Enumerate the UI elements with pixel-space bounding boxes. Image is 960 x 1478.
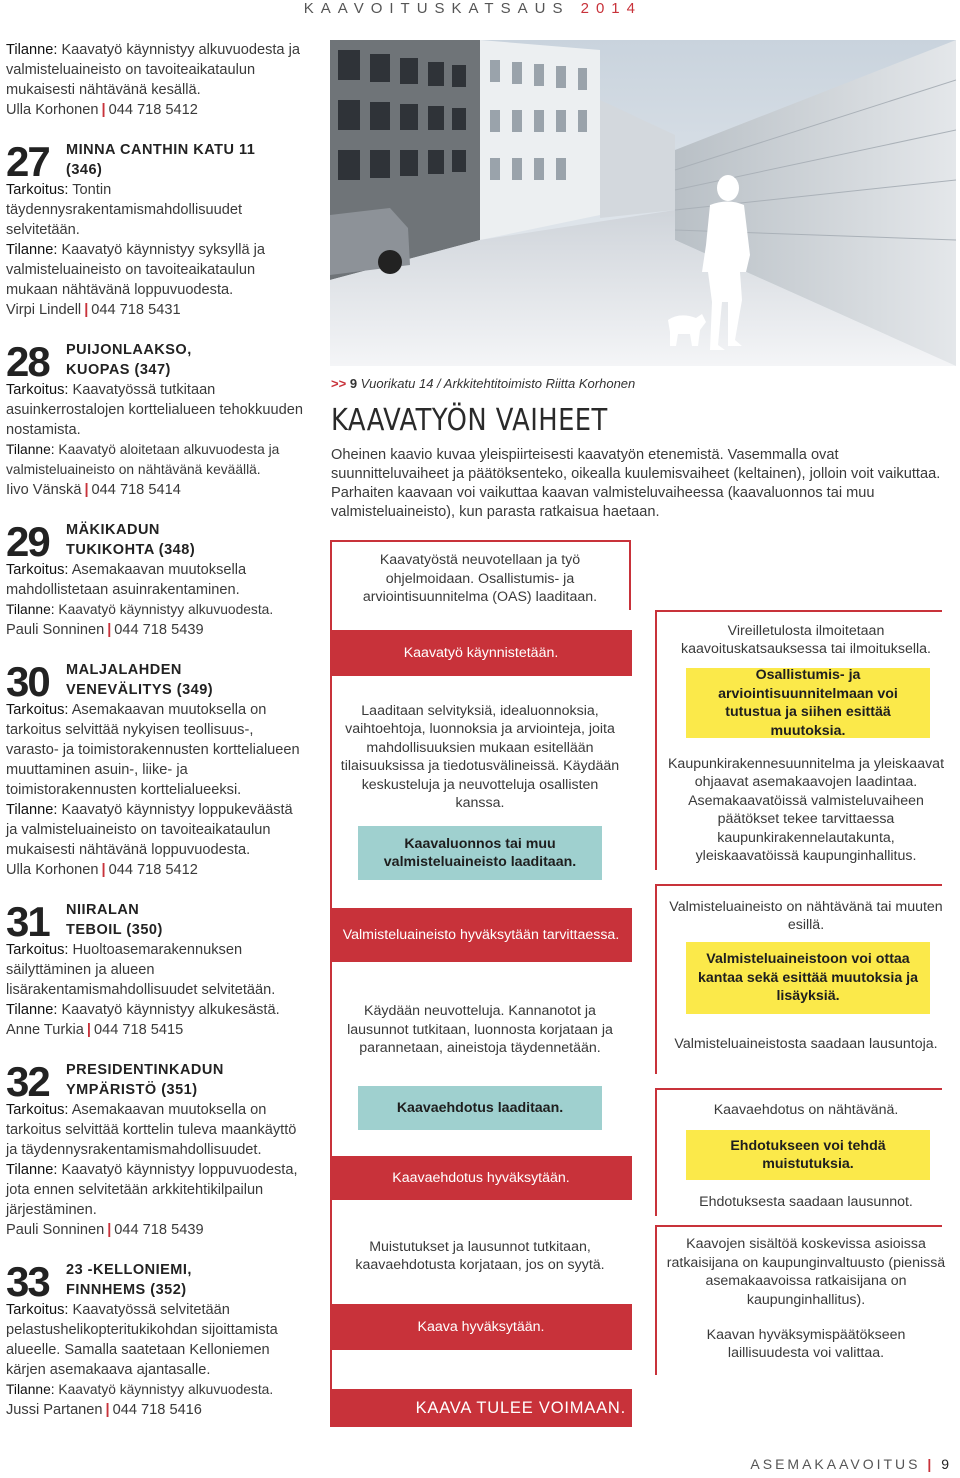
project-item-33 [6,1260,306,1420]
project-title [66,1060,224,1100]
status-label: Tilanne: [6,242,58,258]
photo-caption [331,376,635,391]
flow-step-plan-approved: Kaava hyväksytään. [330,1304,632,1350]
flow-info-decision-maker: Kaavojen sisältöä koskevissa asioissa ratkaisijana on kaupunginvaltuusto (pienissä asemakaavoissa ratkaisijana on kaupunginhallitus). [666,1236,946,1308]
contact-name: Anne Turkia [6,1022,84,1038]
contact-phone: 044 718 5414 [91,482,181,498]
flow-info-proposal-statements: Ehdotuksesta saadaan lausunnot. [699,1193,913,1210]
line-r1-left [655,610,657,870]
flow-step-draft: Kaavaluonnos tai muu valmisteluaineisto laaditaan. [358,826,602,880]
project-title-line2: (346) [66,162,103,178]
line-r10-top [655,1225,942,1227]
flow-step-negotiations: Käydään neuvotteluja. Kannanotot ja lausunnot tutkitaan, luonnosta korjataan ja parannetaan, aineistoja täydennetään. [347,1003,613,1057]
line-left-right [629,540,631,610]
purpose-label: Tarkoitus: [6,942,69,958]
caption-text: Vuorikatu 14 / Arkkitehtitoimisto Riitta Korhonen [360,376,636,391]
project-header [6,658,306,705]
purpose-label: Tarkoitus: [6,702,69,718]
section-title: KAAVATYÖN VAIHEET [331,403,608,438]
project-number: 29 [6,518,49,565]
flow-step-start: Kaavatyö käynnistetään. [330,630,632,676]
flow-info-oas: Osallistumis- ja arviointisuunnitelmaan voi tutustua ja siihen esittää muutoksia. [686,668,930,738]
purpose-text: Kaavatyössä selvitetään pelastushelikopteritukikohdan sijoittamista alueelle. Samalla saatetaan Kelloniemen kärjen asemakaava ajantasalle. [6,1302,278,1378]
project-title [66,660,213,700]
contact-name: Iivo Vänskä [6,482,82,498]
line-r4-top [655,884,942,886]
contact-phone: 044 718 5412 [108,102,198,118]
project-item-27 [6,140,306,320]
project-header [6,138,306,185]
project-item-32 [6,1060,306,1240]
contact: Virpi Lindell | 044 718 5431 [6,302,181,318]
caption-arrow: >> [331,376,347,391]
street-photo [330,40,956,366]
header-year: 2014 [580,0,642,17]
contact-phone: 044 718 5439 [114,1222,204,1238]
line-r1-top [655,610,942,612]
project-title-line1: MINNA CANTHIN KATU 11 [66,142,256,158]
contact: Anne Turkia | 044 718 5415 [6,1022,184,1038]
purpose-text: Huoltoasemarakennuksen säilyttäminen ja alueen lisärakentamismahdollisuudet selvitetään. [6,942,276,998]
contact-name: Pauli Sonninen [6,1222,105,1238]
status-text: Kaavatyö käynnistyy loppukeväästä ja valmisteluaineisto on tavoiteaikataulun mukaisesti nähtävänä loppuvuodesta. [6,802,293,858]
project-title-line2: TEBOIL (350) [66,922,163,938]
line-r7-top [655,1088,942,1090]
project-title-line2: FINNHEMS (352) [66,1282,187,1298]
project-title-line1: NIIRALAN [66,902,140,918]
page-footer: ASEMAKAAVOITUS | 9 [750,1456,952,1472]
line-r4-left [655,884,657,1074]
project-number: 28 [6,338,49,385]
purpose-label: Tarkoitus: [6,182,69,198]
flow-info-proposal-reminders: Ehdotukseen voi tehdä muistutuksia. [686,1130,930,1180]
purpose-text: Asemakaavan muutoksella on tarkoitus selvittää nykyisen teollisuus-, varasto- ja toimistorakennusten korttelialueen muuttaminen asuin-, liike- ja toimistorakennusten korttelialueeksi. [6,702,300,798]
project-item-28 [6,340,306,500]
project-item-intro [6,40,306,120]
project-header [6,1058,306,1105]
status-label: Tilanne: [6,442,55,457]
project-item-30 [6,660,306,880]
project-title-line1: PUIJONLAAKSO, [66,342,192,358]
line-r10-left [655,1225,657,1375]
contact: Pauli Sonninen | 044 718 5439 [6,1222,204,1238]
project-item-31 [6,900,306,1040]
contact: Ulla Korhonen | 044 718 5412 [6,862,198,878]
project-title-line1: PRESIDENTINKADUN [66,1062,224,1078]
project-title-line1: MÄKIKADUN [66,522,160,538]
status-text: Kaavatyö käynnistyy alkuvuodesta ja valmisteluaineisto on tavoiteaikataulun mukaisesti nähtävänä kesällä. [6,42,300,98]
project-header [6,898,306,945]
contact: Pauli Sonninen | 044 718 5439 [6,622,204,638]
flow-info-prep-statements: Valmisteluaineistosta saadaan lausuntoja. [674,1035,938,1052]
flow-step-in-force: KAAVA TULEE VOIMAAN. [330,1389,632,1427]
footer-section: ASEMAKAAVOITUS [750,1456,921,1472]
status-label: Tilanne: [6,1002,58,1018]
project-title-line1: MALJALAHDEN [66,662,182,678]
project-title [66,1260,192,1300]
project-header [6,518,306,565]
purpose-text: Asemakaavan muutoksella on tarkoitus selvittää korttelin tuleva maankäyttö ja täydennysrakentamismahdollisuudet. [6,1102,297,1158]
status-label: Tilanne: [6,42,58,58]
flow-info-announcement: Vireilletulosta ilmoitetaan kaavoituskatsauksessa tai ilmoituksella. [681,622,931,657]
contact-name: Virpi Lindell [6,302,82,318]
contact-name: Jussi Partanen [6,1402,103,1418]
status-label: Tilanne: [6,1162,58,1178]
flow-step-negotiation: Kaavatyöstä neuvotellaan ja työ ohjelmoidaan. Osallistumis- ja arviointisuunnitelma (OAS) laaditaan. [362,552,598,606]
project-title-line2: KUOPAS (347) [66,362,171,378]
contact: Ulla Korhonen | 044 718 5412 [6,102,198,118]
project-title [66,900,163,940]
contact-phone: 044 718 5431 [91,302,181,318]
status-label: Tilanne: [6,802,58,818]
street-photo-illustration [330,40,956,366]
purpose-text: Kaavatyössä tutkitaan asuinkerrostalojen korttelialueen tehokkuuden nostamista. [6,382,303,438]
caption-number: 9 [349,376,358,391]
flow-info-appeal: Kaavan hyväksymispäätökseen laillisuudesta voi valittaa. [706,1326,906,1361]
page-number: 9 [941,1456,952,1472]
status-text: Kaavatyö aloitetaan alkuvuodesta ja valmisteluaineisto on nähtävänä keväällä. [6,442,280,477]
project-title [66,340,192,380]
project-list [6,40,306,1420]
contact-phone: 044 718 5416 [112,1402,202,1418]
project-number: 27 [6,138,49,185]
contact-name: Ulla Korhonen [6,102,99,118]
project-title-line1: 23 -KELLONIEMI, [66,1262,192,1278]
project-title [66,520,195,560]
purpose-text: Asemakaavan muutoksella mahdollistetaan asuinrakentaminen. [6,562,247,598]
flow-step-studies: Laaditaan selvityksiä, idealuonnoksia, vaihtoehtoja, luonnoksia ja arviointeja, joita mahdollisuuksien mukaan esitellään tilaisuuksissa ja tiedotusvälineissä. Käydään keskusteluja ja neuvotteluja osallisten kanssa. [340,702,620,811]
contact-phone: 044 718 5412 [108,862,198,878]
status-label: Tilanne: [6,602,55,617]
flow-info-prep-visible: Valmisteluaineisto on nähtävänä tai muuten esillä. [669,898,943,933]
flow-info-master-plans: Kaupunkirakennesuunnitelma ja yleiskaavat ohjaavat asemakaavojen laadintaa. Asemakaavatöissä valmisteluvaiheen päätökset tekee tarvittaessa kaupunkirakennelautakunta, yleiskaavatöissä kaupunginhallitus. [667,755,945,864]
contact-phone: 044 718 5415 [93,1022,184,1038]
project-title [66,140,255,180]
section-intro: Oheinen kaavio kuvaa yleispiirteisesti kaavatyön etenemistä. Vasemmalla ovat suunnitteluvaiheet ja päätöksenteko, oikealla kuulemisvaiheet (keltainen), jolloin voit vaikuttaa. Parhaiten kaavaan voi vaikuttaa kaavan valmisteluvaiheessa (kaavaluonnos tai muu valmisteluaineisto), kun parasta ratkaisua haetaan. [331,447,941,520]
status-text: Kaavatyö käynnistyy loppuvuodesta, jota ennen selvitetään arkkitehtikilpailun järjestäminen. [6,1162,298,1218]
purpose-label: Tarkoitus: [6,1302,69,1318]
contact: Jussi Partanen | 044 718 5416 [6,1402,202,1418]
project-number: 31 [6,898,49,945]
flow-info-proposal-visible: Kaavaehdotus on nähtävänä. [713,1101,899,1118]
purpose-label: Tarkoitus: [6,1102,69,1118]
flow-step-reminders: Muistutukset ja lausunnot tutkitaan, kaavaehdotusta korjataan, jos on syytä. [355,1238,605,1273]
line-top-left [330,540,630,542]
project-title-line2: YMPÄRISTÖ (351) [66,1082,198,1098]
purpose-label: Tarkoitus: [6,382,69,398]
project-title-line2: TUKIKOHTA (348) [66,542,196,558]
purpose-label: Tarkoitus: [6,562,69,578]
contact-phone: 044 718 5439 [114,622,204,638]
contact-name: Pauli Sonninen [6,622,105,638]
flow-step-proposal-approved: Kaavaehdotus hyväksytään. [330,1156,632,1200]
flow-step-approve-prep: Valmisteluaineisto hyväksytään tarvittaessa. [330,908,632,962]
project-item-29 [6,520,306,640]
purpose-text: Tontin täydennysrakentamismahdollisuudet selvitetään. [6,182,243,238]
project-header [6,1258,306,1305]
status-text: Kaavatyö käynnistyy alkuvuodesta. [58,1382,274,1397]
status-text: Kaavatyö käynnistyy alkukesästä. [61,1002,280,1018]
status-text: Kaavatyö käynnistyy syksyllä ja valmisteluaineisto on tavoiteaikataulun mukaan nähtävänä loppuvuodesta. [6,242,266,298]
contact: Iivo Vänskä | 044 718 5414 [6,482,181,498]
flow-step-proposal: Kaavaehdotus laaditaan. [358,1086,602,1130]
status-text: Kaavatyö käynnistyy alkuvuodesta. [58,602,274,617]
project-title-line2: VENEVÄLITYS (349) [66,682,214,698]
project-header [6,338,306,385]
contact-name: Ulla Korhonen [6,862,99,878]
line-r7-left [655,1088,657,1216]
status-label: Tilanne: [6,1382,55,1397]
page-header [304,0,642,17]
project-number: 30 [6,658,49,705]
project-number: 32 [6,1058,49,1105]
project-number: 33 [6,1258,49,1305]
flow-info-prep-comment: Valmisteluaineistoon voi ottaa kantaa sekä esittää muutoksia ja lisäyksiä. [686,942,930,1014]
header-title: KAAVOITUSKATSAUS [303,0,570,17]
